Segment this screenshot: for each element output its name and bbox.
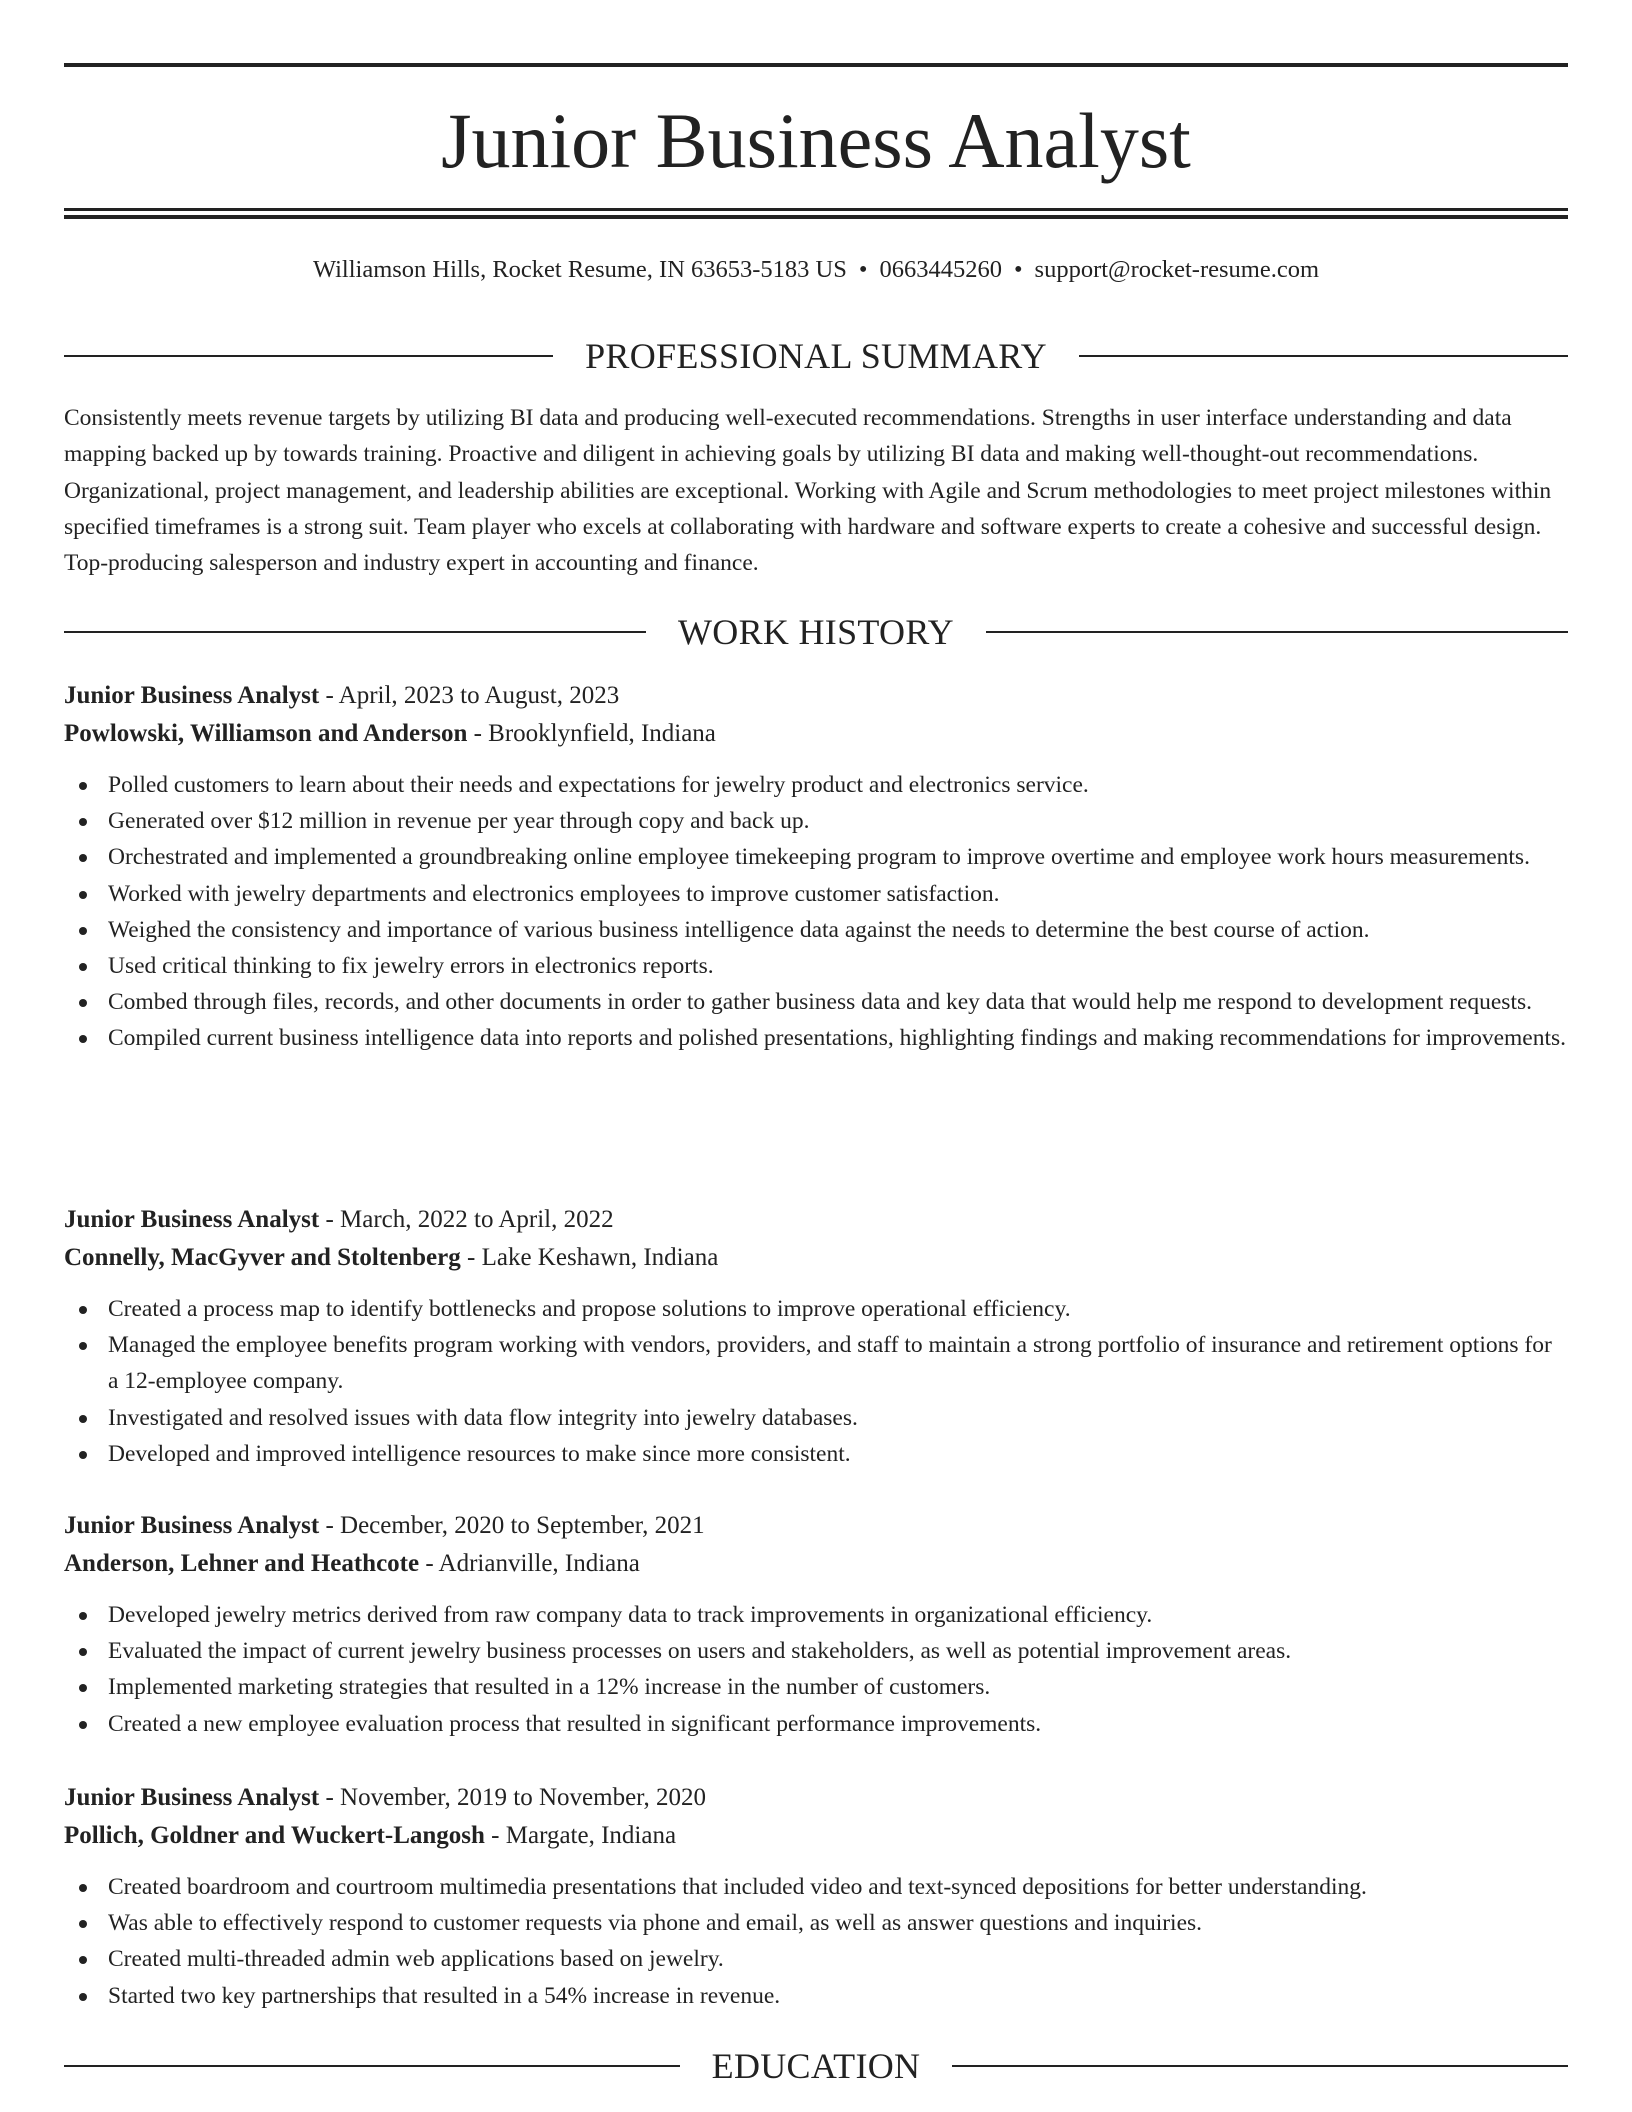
section-rule-right [952,2065,1568,2067]
job-dates: - November, 2019 to November, 2020 [319,1784,707,1811]
list-item: Investigated and resolved issues with data flow integrity into jewelry databases. [64,1400,1568,1436]
list-item: Weighed the consistency and importance of various business intelligence data against the needs to determine the best course of action. [64,912,1568,948]
job-company: Powlowski, Williamson and Anderson [64,720,468,747]
job-company-line [64,1239,1568,1277]
list-item: Combed through files, records, and other documents in order to gather business data and key data that would help me respond to development requests. [64,984,1568,1020]
job-entry [64,1507,1568,1742]
job-location: - Brooklynfield, Indiana [467,720,716,747]
page-title: Junior Business Analyst [441,97,1191,184]
section-rule-right [986,631,1568,633]
job-company-line [64,1545,1568,1583]
job-dates: - March, 2022 to April, 2022 [319,1206,614,1233]
contact-phone[interactable]: 0663445260 [879,256,1002,283]
list-item: Developed jewelry metrics derived from raw company data to track improvements in organizational efficiency. [64,1597,1568,1633]
contact-address: Williamson Hills, Rocket Resume, IN 63653-5183 US [312,256,847,283]
job-title: Junior Business Analyst [64,682,320,709]
job-title-line [64,1201,1568,1239]
job-entry [64,1779,1568,2014]
job-company-line [64,715,1568,753]
job-company: Pollich, Goldner and Wuckert-Langosh [64,1822,485,1849]
list-item: Polled customers to learn about their needs and expectations for jewelry product and electronics service. [64,767,1568,803]
summary-text: Consistently meets revenue targets by utilizing BI data and producing well-executed recommendations. Strengths in user interface understanding and data mapping backed up by towards training. Proactive and diligent in achieving goals by utilizing BI data and making well-thought-out recommendations. Organizational, project management, and leadership abilities are exceptional. Working with Agile and Scrum methodologies to meet project milestones within specified timeframes is a strong suit. Team player who excels at collaborating with hardware and software experts to create a cohesive and successful design. Top-producing salesperson and industry expert in accounting and finance. [64,405,1552,577]
section-title-work-history: WORK HISTORY [678,612,954,652]
job-dates: - April, 2023 to August, 2023 [319,682,620,709]
list-item: Created boardroom and courtroom multimedia presentations that included video and text-synced depositions for better understanding. [64,1869,1568,1905]
list-item: Compiled current business intelligence data into reports and polished presentations, highlighting findings and making recommendations for improvements. [64,1020,1568,1056]
list-item: Was able to effectively respond to customer requests via phone and email, as well as answer questions and inquiries. [64,1905,1568,1941]
job-location: - Adrianville, Indiana [419,1550,640,1577]
job-entry [64,1201,1568,1472]
contact-line [64,258,1568,283]
job-title: Junior Business Analyst [64,1784,320,1811]
section-rule-right [1079,355,1568,357]
header-double-rule-lower [64,215,1568,219]
header-top-rule [64,63,1568,67]
job-bullets [64,1291,1568,1472]
job-location: - Lake Keshawn, Indiana [460,1244,719,1271]
section-title-summary: PROFESSIONAL SUMMARY [585,336,1047,376]
list-item: Created multi-threaded admin web applications based on jewelry. [64,1941,1568,1977]
list-item: Implemented marketing strategies that resulted in a 12% increase in the number of customers. [64,1669,1568,1705]
contact-email[interactable]: support@rocket-resume.com [1034,256,1320,283]
job-title-line [64,1507,1568,1545]
job-title-line [64,1779,1568,1817]
job-entry [64,677,1568,1057]
job-company: Connelly, MacGyver and Stoltenberg [64,1244,461,1271]
section-title-education: EDUCATION [711,2046,921,2086]
section-header-summary [64,338,1568,374]
job-title: Junior Business Analyst [64,1206,320,1233]
list-item: Orchestrated and implemented a groundbreaking online employee timekeeping program to improve overtime and employee work hours measurements. [64,839,1568,875]
list-item: Developed and improved intelligence resources to make since more consistent. [64,1436,1568,1472]
section-rule-left [64,631,646,633]
job-bullets [64,1869,1568,2014]
job-bullets [64,767,1568,1057]
section-rule-left [64,355,553,357]
list-item: Evaluated the impact of current jewelry business processes on users and stakeholders, as well as potential improvement areas. [64,1633,1568,1669]
job-title-line [64,677,1568,715]
job-title: Junior Business Analyst [64,1512,320,1539]
list-item: Started two key partnerships that resulted in a 54% increase in revenue. [64,1978,1568,2014]
job-company-line [64,1817,1568,1855]
list-item: Created a process map to identify bottlenecks and propose solutions to improve operational efficiency. [64,1291,1568,1327]
contact-separator: • [1013,256,1023,283]
header-double-rule-upper [64,208,1568,211]
job-bullets [64,1597,1568,1742]
list-item: Worked with jewelry departments and electronics employees to improve customer satisfaction. [64,876,1568,912]
section-rule-left [64,2065,680,2067]
job-company: Anderson, Lehner and Heathcote [64,1550,420,1577]
section-header-education [64,2048,1568,2084]
job-dates: - December, 2020 to September, 2021 [319,1512,705,1539]
job-location: - Margate, Indiana [484,1822,677,1849]
section-header-work-history [64,614,1568,650]
list-item: Created a new employee evaluation process that resulted in significant performance improvements. [64,1706,1568,1742]
contact-separator: • [858,256,868,283]
list-item: Generated over $12 million in revenue per year through copy and back up. [64,803,1568,839]
list-item: Managed the employee benefits program working with vendors, providers, and staff to maintain a strong portfolio of insurance and retirement options for a 12-employee company. [64,1327,1568,1399]
list-item: Used critical thinking to fix jewelry errors in electronics reports. [64,948,1568,984]
